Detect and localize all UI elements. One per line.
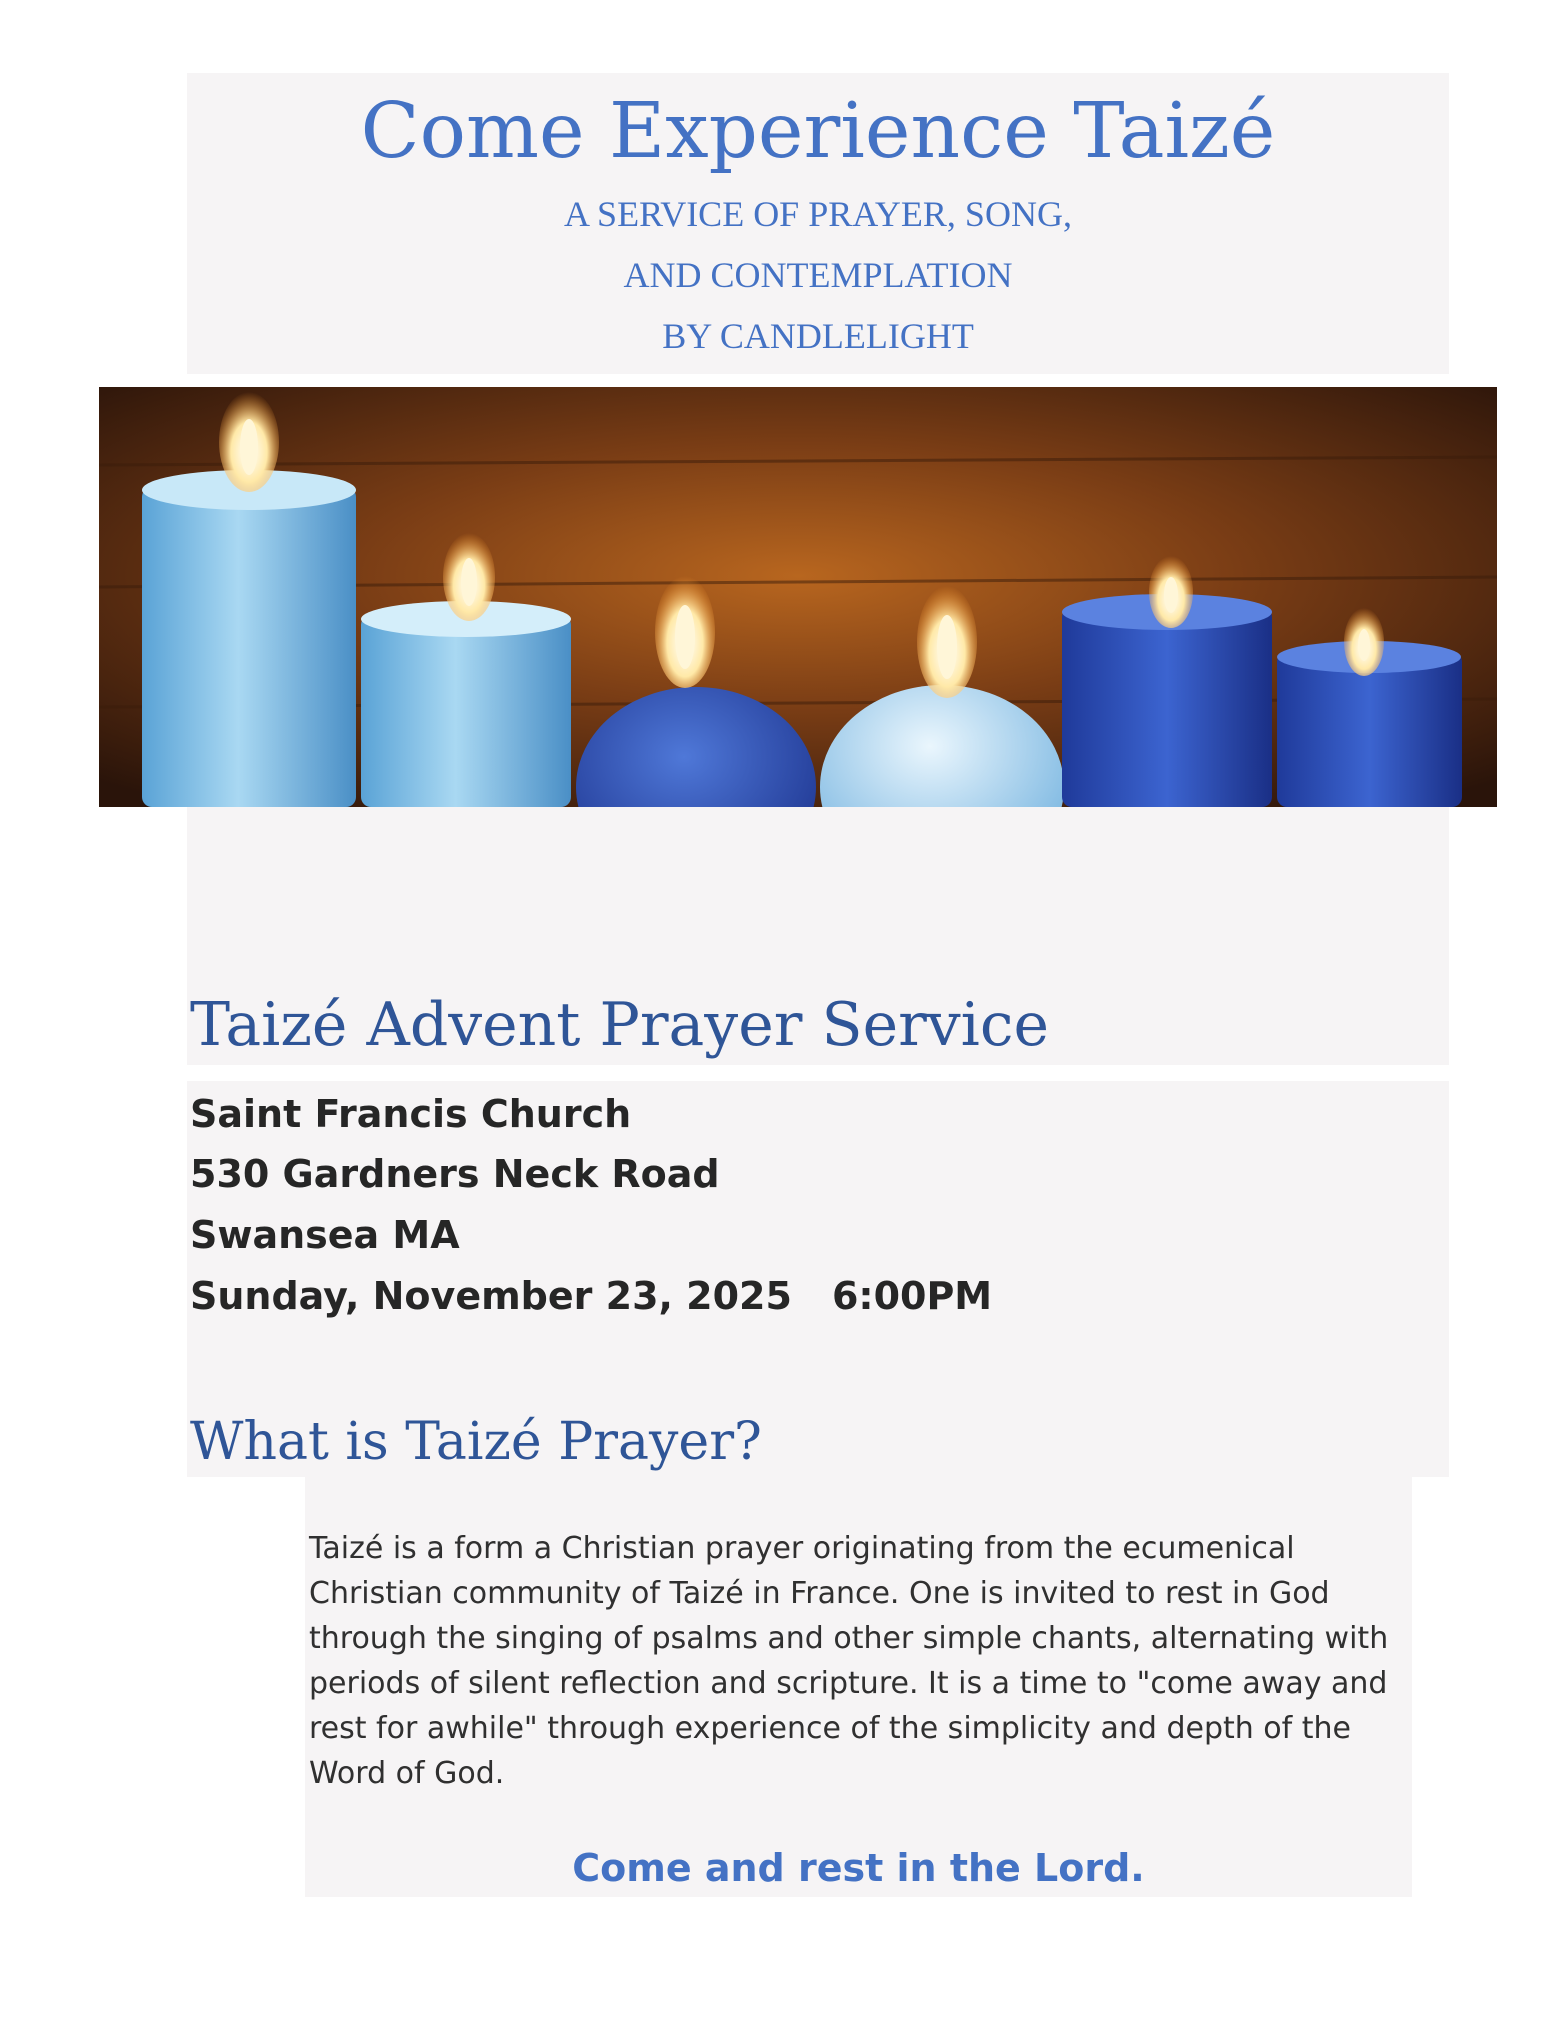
street-address: 530 Gardners Neck Road xyxy=(190,1152,720,1196)
event-date: Sunday, November 23, 2025 xyxy=(190,1274,792,1318)
closing-text: Come and rest in the Lord. xyxy=(572,1846,1145,1890)
subtitle-line-3: BY CANDLELIGHT xyxy=(662,316,974,356)
service-title: Taizé Advent Prayer Service xyxy=(190,990,1049,1060)
city-state: Swansea MA xyxy=(190,1213,460,1257)
subtitle-line-2: AND CONTEMPLATION xyxy=(623,255,1013,295)
description-text: Taizé is a form a Christian prayer originating from the ecumenical Christian community of Taizé in France. One is invited to rest in God through the singing of psalms and other simple chants, alternating with periods of silent reflection and scripture. It is a time to "come away and rest for awhile" through experience of the simplicity and depth of the Word of God. xyxy=(309,1531,1389,1791)
page-title: Come Experience Taizé xyxy=(360,87,1276,176)
about-heading: What is Taizé Prayer? xyxy=(190,1412,762,1472)
subtitle-line-1: A SERVICE OF PRAYER, SONG, xyxy=(564,194,1072,234)
date-time-line xyxy=(190,1266,992,1326)
event-time: 6:00PM xyxy=(831,1274,993,1318)
candles-banner-image xyxy=(99,387,1497,807)
church-name: Saint Francis Church xyxy=(190,1092,632,1136)
